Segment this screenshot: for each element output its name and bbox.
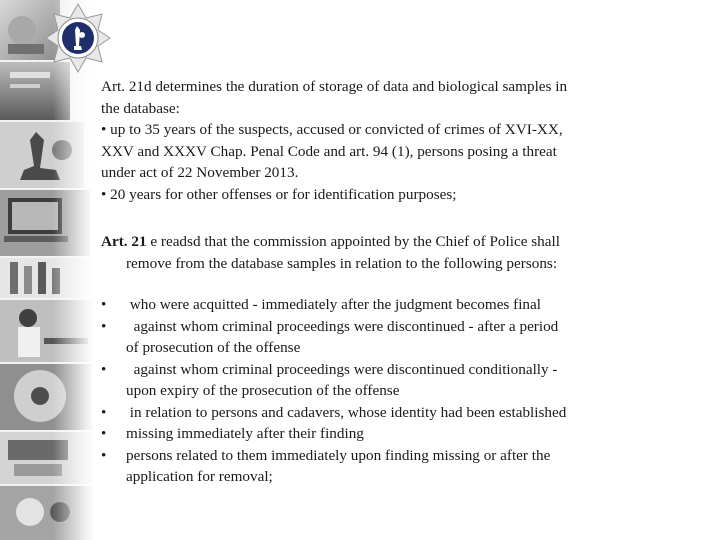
removal-paragraph [101,231,659,274]
list-item: • missing immediately after their finding [101,423,659,445]
text-line: under act of 22 November 2013. [101,164,299,181]
text-line: • 20 years for other offenses or for identification purposes; [101,185,457,203]
decorative-photo-strip [0,0,96,540]
bullet: • [101,446,107,464]
text-line: Art. 21d determines the duration of storage of data and biological samples in [101,78,568,95]
list-item: • in relation to persons and cadavers, whose identity had been established [101,402,659,424]
article-heading: Art. 21 e readsd that the commission appointed by the Chief of Police shall [101,233,560,250]
list-item: • who were acquitted - immediately after the judgment becomes final [101,294,659,316]
list-item: • against whom criminal proceedings were discontinued conditionally - upon expiry of the prosecution of the offense [101,360,558,399]
bullet: • [101,317,107,335]
text-line: XXV and XXXV Chap. Penal Code and art. 94 (1), persons posing a threat [101,142,557,160]
text-line: • up to 35 years of the suspects, accused or convicted of crimes of XVI-XX, [101,121,563,138]
police-emblem-icon [44,2,112,74]
bullet: • [101,360,107,378]
removal-criteria-list [101,294,659,488]
bullet: • [101,403,107,421]
list-item: • persons related to them immediately upon finding missing or after the application for removal; [101,446,551,485]
list-item: • against whom criminal proceedings were discontinued - after a period of prosecution of the offense [101,317,559,356]
bullet: • [101,425,107,442]
text-line: remove from the database samples in relation to the following persons: [126,254,558,272]
storage-duration-paragraph [101,76,659,205]
bullet: • [101,296,107,313]
text-line: the database: [101,99,180,117]
